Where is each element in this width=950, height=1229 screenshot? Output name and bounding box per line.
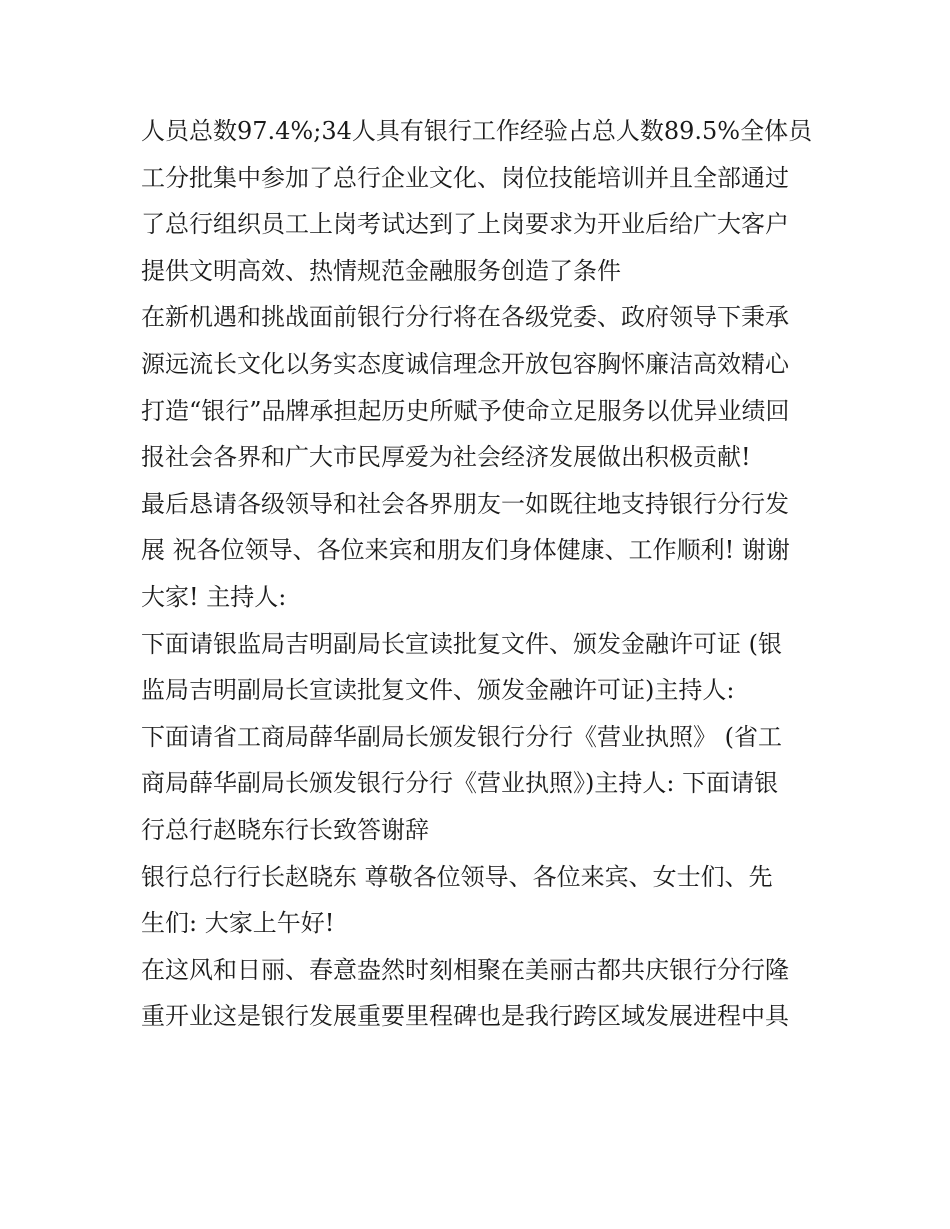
text-line: 报社会各界和广大市民厚爱为社会经济发展做出积极贡献! [141, 443, 751, 472]
text-line: 监局吉明副局长宣读批复文件、颁发金融许可证)主持人: [141, 676, 735, 705]
text-line: 商局薛华副局长颁发银行分行《营业执照》)主持人: 下面请银 [141, 769, 779, 798]
text-line: 下面请省工商局薛华副局长颁发银行分行《营业执照》 (省工 [141, 722, 782, 751]
text-line: 人员总数97.4%;34人具有银行工作经验占总人数89.5%全体员 [141, 117, 813, 145]
text-line: 重开业这是银行发展重要里程碑也是我行跨区域发展进程中具 [141, 1002, 789, 1031]
text-line: 在这风和日丽、春意盎然时刻相聚在美丽古都共庆银行分行隆 [141, 955, 789, 984]
text-line: 生们: 大家上午好! [141, 909, 335, 938]
text-line: 行总行赵晓东行长致答谢辞 [141, 815, 429, 844]
text-line: 打造“银行”品牌承担起历史所赋予使命立足服务以优异业绩回 [141, 396, 790, 425]
text-line: 银行总行行长赵晓东 尊敬各位领导、各位来宾、女士们、先 [141, 862, 773, 891]
text-line: 源远流长文化以务实态度诚信理念开放包容胸怀廉洁高效精心 [141, 349, 789, 378]
text-line: 提供文明高效、热情规范金融服务创造了条件 [141, 256, 621, 285]
text-line: 下面请银监局吉明副局长宣读批复文件、颁发金融许可证 (银 [141, 629, 782, 658]
text-line: 工分批集中参加了总行企业文化、岗位技能培训并且全部通过 [141, 163, 789, 192]
text-line: 最后恳请各级领导和社会各界朋友一如既往地支持银行分行发 [141, 489, 789, 518]
document-body [141, 108, 821, 1040]
text-line: 了总行组织员工上岗考试达到了上岗要求为开业后给广大客户 [141, 210, 789, 239]
text-line: 在新机遇和挑战面前银行分行将在各级党委、政府领导下秉承 [141, 303, 789, 332]
text-line: 展 祝各位领导、各位来宾和朋友们身体健康、工作顺利! 谢谢 [141, 536, 790, 565]
text-line: 大家! 主持人: [141, 582, 287, 611]
